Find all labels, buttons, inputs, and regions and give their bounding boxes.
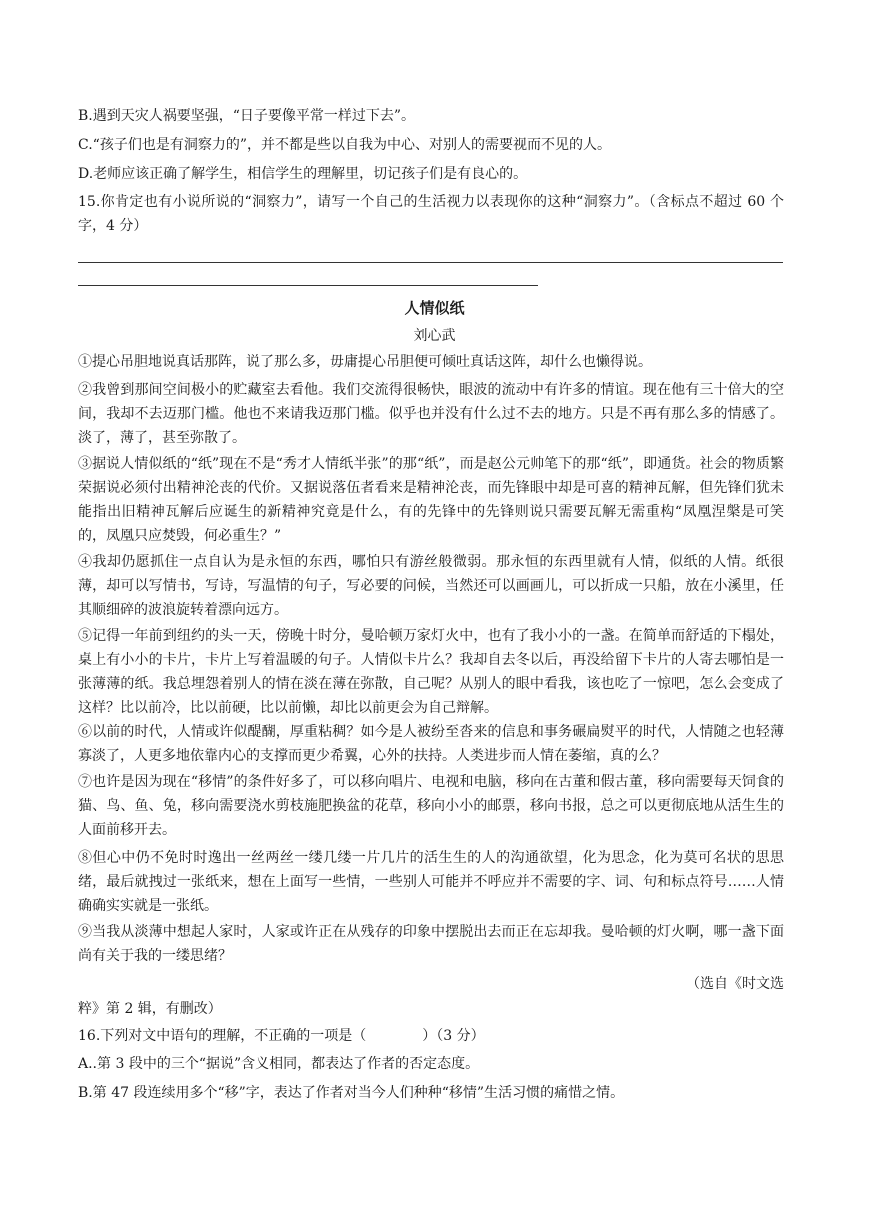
source-note-line1: （选自《时文选 [686, 976, 784, 992]
q14-option-d: D.老师应该正确了解学生，相信学生的理解里，切记孩子们是有良心的。 [78, 166, 528, 182]
paragraph-7: ⑦也许是因为现在“移情”的条件好多了，可以移向唱片、电视和电脑，移向在古董和假古董，移向需要每天饲食的猫、鸟、鱼、兔，移向需要浇水剪枝施肥换盆的花草，移向小小的邮票，移向书报，总之可以更彻底地从活生生的人面前移开去。 [78, 774, 784, 838]
q15-question: 15.你肯定也有小说所说的“洞察力”，请写一个自己的生活视力以表现你的这种“洞察力”。（含标点不超过 60 个字，4 分） [78, 194, 784, 234]
article-title: 人情似纸 [404, 299, 465, 317]
paragraph-4: ④我却仍愿抓住一点自认为是永恒的东西，哪怕只有游丝般微弱。那永恒的东西里就有人情，似纸的人情。纸很薄，却可以写情书，写诗，写温情的句子，写必要的问候，当然还可以画画儿，可以折成一只船，放在小溪里，任其顺细碎的波浪旋转着漂向远方。 [78, 554, 784, 618]
article-author: 刘心武 [413, 328, 456, 344]
paragraph-5: ⑤记得一年前到纽约的头一天，傍晚十时分，曼哈顿万家灯火中，也有了我小小的一盏。在简单而舒适的下榻处，桌上有小小的卡片，卡片上写着温暖的句子。人情似卡片么？我却自去冬以后，再没给留下卡片的人寄去哪怕是一张薄薄的纸。我总埋怨着别人的情在淡在薄在弥散，自己呢？从别人的眼中看我，该也吃了一惊吧，怎么会变成了这样？比以前冷，比以前硬，比以前懒，却比以前更会为自己辩解。 [78, 628, 784, 716]
q14-option-b: B.遇到天灾人祸要坚强，“日子要像平常一样过下去”。 [78, 108, 416, 124]
source-note-line2: 粹》第 2 辑，有删改） [78, 1001, 222, 1017]
answer-line-1 [78, 262, 783, 263]
paragraph-1: ①提心吊胆地说真话那阵，说了那么多，毋庸提心吊胆便可倾吐真话这阵，却什么也懒得说。 [78, 354, 652, 370]
answer-line-2 [78, 285, 538, 286]
paragraph-6: ⑥以前的时代，人情或许似醍醐，厚重粘稠？如今是人被纷至沓来的信息和事务碾扁熨平的时代，人情随之也轻薄寡淡了，人更多地依靠内心的支撑而更少希翼，心外的扶持。人类进步而人情在萎缩，真的么？ [78, 724, 784, 764]
paragraph-8: ⑧但心中仍不免时时逸出一丝两丝一缕几缕一片几片的活生生的人的沟通欲望，化为思念，化为莫可名状的思思绪，最后就拽过一张纸来，想在上面写一些情，一些别人可能并不呼应并不需要的字、词、句和标点符号……人情确确实实就是一张纸。 [78, 850, 784, 914]
paragraph-3: ③据说人情似纸的“纸”现在不是“秀才人情纸半张”的那“纸”，而是赵公元帅笔下的那“纸”，即通货。社会的物质繁荣据说必须付出精神沦丧的代价。又据说落伍者看来是精神沦丧，而先锋眼中却是可喜的精神瓦解，但先锋们犹未能指出旧精神瓦解后应诞生的新精神究竟是什么，有的先锋中的先锋则说只需要瓦解无需重构“凤凰涅槃是可笑的，凤凰只应焚毁，何必重生？” [78, 456, 784, 544]
q16-option-b: B.第 47 段连续用多个“移”字，表达了作者对当今人们种种“移情”生活习惯的痛惜之情。 [78, 1085, 625, 1101]
q16-question: 16.下列对文中语句的理解，不正确的一项是（ ）（3 分） [78, 1028, 485, 1044]
paragraph-9: ⑨当我从淡薄中想起人家时，人家或许正在从残存的印象中摆脱出去而正在忘却我。曼哈顿的灯火啊，哪一盏下面尚有关于我的一缕思绪？ [78, 924, 784, 964]
q16-option-a: A..第 3 段中的三个“据说”含义相同，都表达了作者的否定态度。 [78, 1056, 480, 1072]
q14-option-c: C.“孩子们也是有洞察力的”，并不都是些以自我为中心、对别人的需要视而不见的人。 [78, 137, 611, 153]
paragraph-2: ②我曾到那间空间极小的贮藏室去看他。我们交流得很畅快，眼波的流动中有许多的情谊。现在他有三十倍大的空间，我却不去迈那门槛。他也不来请我迈那门槛。似乎也并没有什么过不去的地方。只是不再有那么多的情感了。淡了，薄了，甚至弥散了。 [78, 382, 784, 446]
